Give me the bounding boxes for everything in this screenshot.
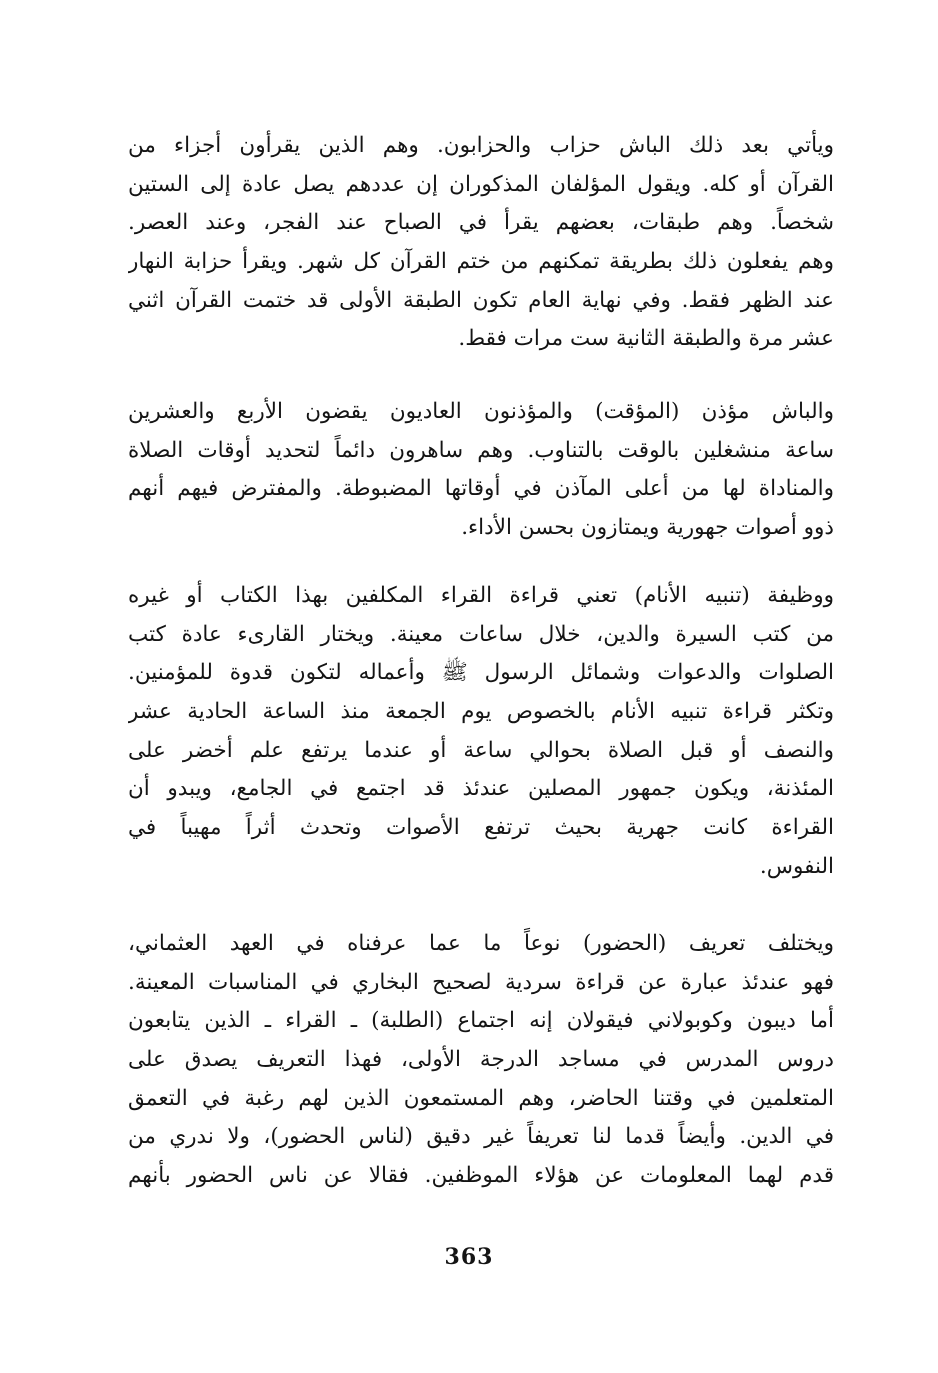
text-line: والنصف أو قبل الصلاة بحوالي ساعة أو عندما يرتفع علم أخضر على	[128, 737, 834, 763]
paragraph-bash-hazzab	[128, 127, 834, 359]
page-number: 363	[444, 1244, 494, 1270]
text-line: ويختلف تعريف (الحضور) نوعاً ما عما عرفناه في العهد العثماني،	[128, 931, 834, 956]
text-line: دروس المدرس في مساجد الدرجة الأولى، فهذا التعريف يصدق على	[128, 1047, 834, 1073]
text-line: شخصاً. وهم طبقات، بعضهم يقرأ في الصباح عند الفجر، وعند العصر.	[128, 210, 834, 236]
text-line: المتعلمين في وقتنا الحاضر، وهم المستمعون الذين لهم رغبة في التعمق	[128, 1085, 834, 1111]
text-line: عشر مرة والطبقة الثانية ست مرات فقط.	[458, 326, 834, 352]
text-line: والمناداة لها من أعلى المآذن في أوقاتها المضبوطة. والمفترض فيهم أنهم	[128, 476, 834, 502]
paragraph-tanbih-al-anam	[128, 577, 834, 887]
text-line: القراءة كانت جهرية بحيث ترتفع الأصوات وتحدث أثراً مهيباً في	[128, 815, 834, 841]
text-line: من كتب السيرة والدين، خلال ساعات معينة. ويختار القارىء عادة كتب	[128, 621, 834, 647]
text-line: وتكثر قراءة تنبيه الأنام بالخصوص يوم الجمعة منذ الساعة الحادية عشر	[128, 699, 834, 725]
paragraph-al-hudur	[128, 925, 834, 1196]
text-line: قدم لهما المعلومات عن هؤلاء الموظفين. فقالا عن ناس الحضور بأنهم	[128, 1163, 834, 1189]
text-line: المئذنة، ويكون جمهور المصلين عندئذ قد اجتمع في الجامع، ويبدو أن	[128, 776, 834, 802]
text-line: والباش مؤذن (المؤقت) والمؤذنون العاديون يقضون الأربع والعشرين	[128, 399, 834, 424]
text-line: ساعة منشغلين بالوقت بالتناوب. وهم ساهرون دائماً لتحديد أوقات الصلاة	[128, 437, 834, 463]
text-line: النفوس.	[759, 853, 834, 879]
text-line: ذوو أصوات جهورية ويمتازون بحسن الأداء.	[461, 515, 834, 541]
text-line: أما ديبون وكوبولاني فيقولان إنه اجتماع (الطلبة) ـ القراء ـ الذين يتابعون	[128, 1008, 834, 1034]
text-line: في الدين. وأيضاً قدما لنا تعريفاً غير دقيق (لناس الحضور)، ولا ندري من	[128, 1124, 834, 1150]
text-line: القرآن أو كله. ويقول المؤلفان المذكوران إن عددهم يصل عادة إلى الستين	[128, 171, 834, 197]
text-line: وهم يفعلون ذلك بطريقة تمكنهم من ختم القرآن كل شهر. ويقرأ حزابة النهار	[128, 249, 834, 275]
text-line: الصلوات والدعوات وشمائل الرسول ﷺ وأعماله لتكون قدوة للمؤمنين.	[128, 660, 834, 686]
text-line: عند الظهر فقط. وفي نهاية العام تكون الطبقة الأولى قد ختمت القرآن اثني	[128, 287, 834, 313]
text-line: فهو عندئذ عبارة عن قراءة سردية لصحيح البخاري في المناسبات المعينة.	[128, 969, 834, 995]
paragraph-bash-muezzin	[128, 393, 834, 548]
text-line: ووظيفة (تنبيه الأنام) تعني قراءة القراء المكلفين بهذا الكتاب أو غيره	[128, 583, 834, 608]
text-line: ويأتي بعد ذلك الباش حزاب والحزابون. وهم الذين يقرأون أجزاء من	[128, 133, 834, 158]
